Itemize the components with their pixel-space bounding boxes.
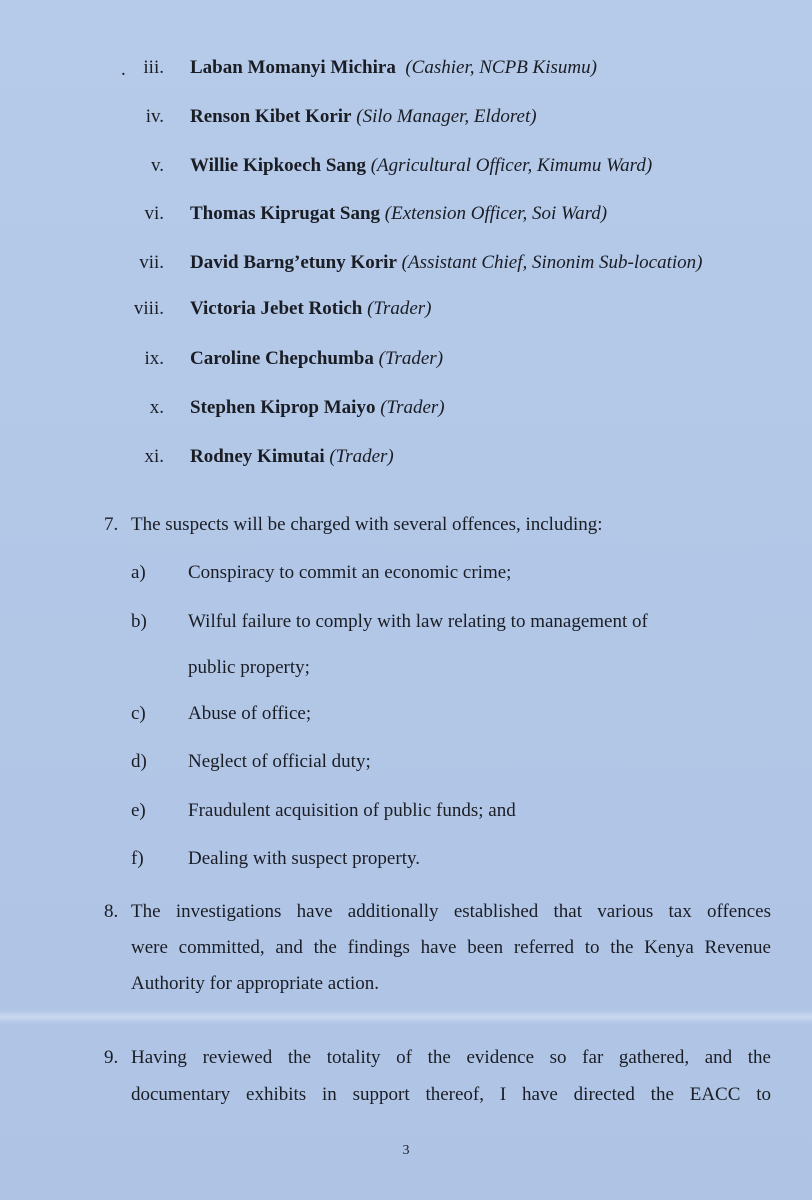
suspect-numeral: vii. xyxy=(139,252,164,273)
suspect-role: (Agricultural Officer, Kimumu Ward) xyxy=(370,155,653,176)
offence-letter: f) xyxy=(131,848,144,869)
offence-text: Conspiracy to commit an economic crime; xyxy=(188,562,512,583)
suspect-name: Stephen Kiprop Maiyo xyxy=(190,397,376,418)
suspect-name: Rodney Kimutai xyxy=(190,446,325,467)
suspect-numeral: ix. xyxy=(144,348,164,369)
suspect-role: (Silo Manager, Eldoret) xyxy=(356,106,537,127)
suspect-role: (Trader) xyxy=(378,348,444,369)
paper-fold-line xyxy=(0,1010,812,1024)
offence-text: Neglect of official duty; xyxy=(188,751,371,772)
offence-text: Dealing with suspect property. xyxy=(188,848,420,869)
offence-letter: b) xyxy=(131,611,147,632)
paragraph-line: documentary exhibits in support thereof, I have directed the EACC to xyxy=(131,1084,771,1105)
offence-text-continued: public property; xyxy=(188,657,310,678)
suspect-name: Victoria Jebet Rotich xyxy=(190,298,363,319)
page-number: 3 xyxy=(402,1143,410,1158)
suspect-role: (Trader) xyxy=(367,298,432,319)
offence-letter: c) xyxy=(131,703,146,724)
paragraph-intro: The suspects will be charged with several offences, including: xyxy=(131,514,603,535)
suspect-numeral: vi. xyxy=(144,203,164,224)
suspect-numeral: iv. xyxy=(145,106,164,127)
suspect-numeral: v. xyxy=(150,155,164,176)
paragraph-line: The investigations have additionally established that various tax offences xyxy=(131,901,771,922)
suspect-numeral: xi. xyxy=(144,446,164,467)
suspect-name: David Barng’etuny Korir xyxy=(190,252,397,273)
paragraph-number: 7. xyxy=(104,514,119,535)
paragraph-line: Having reviewed the totality of the evidence so far gathered, and the xyxy=(131,1047,771,1068)
suspect-role: (Trader) xyxy=(380,397,445,418)
offence-letter: a) xyxy=(131,562,146,583)
suspect-role: (Cashier, NCPB Kisumu) xyxy=(405,57,597,78)
offence-letter: d) xyxy=(131,751,147,772)
suspect-numeral: iii. xyxy=(143,57,164,78)
offence-text: Abuse of office; xyxy=(188,703,312,724)
suspect-name: Willie Kipkoech Sang xyxy=(190,155,366,176)
offence-letter: e) xyxy=(131,800,146,821)
offence-text: Wilful failure to comply with law relating to management of xyxy=(188,611,648,632)
paragraph-line: were committed, and the findings have been referred to the Kenya Revenue xyxy=(131,937,771,958)
suspect-role: (Assistant Chief, Sinonim Sub-location) xyxy=(401,252,703,273)
suspect-name: Caroline Chepchumba xyxy=(190,348,374,369)
paragraph-number: 9. xyxy=(104,1047,119,1068)
suspect-role: (Extension Officer, Soi Ward) xyxy=(384,203,608,224)
suspect-numeral: viii. xyxy=(133,298,164,319)
suspect-name: Thomas Kiprugat Sang xyxy=(190,203,381,224)
paragraph-number: 8. xyxy=(104,901,119,922)
suspect-name: Renson Kibet Korir xyxy=(190,106,352,127)
offence-text: Fraudulent acquisition of public funds; and xyxy=(188,800,516,821)
suspect-name: Laban Momanyi Michira xyxy=(190,57,396,78)
suspect-role: (Trader) xyxy=(329,446,394,467)
suspect-numeral: x. xyxy=(149,397,164,418)
stray-mark: . xyxy=(121,59,126,80)
paragraph-line: Authority for appropriate action. xyxy=(131,973,379,994)
